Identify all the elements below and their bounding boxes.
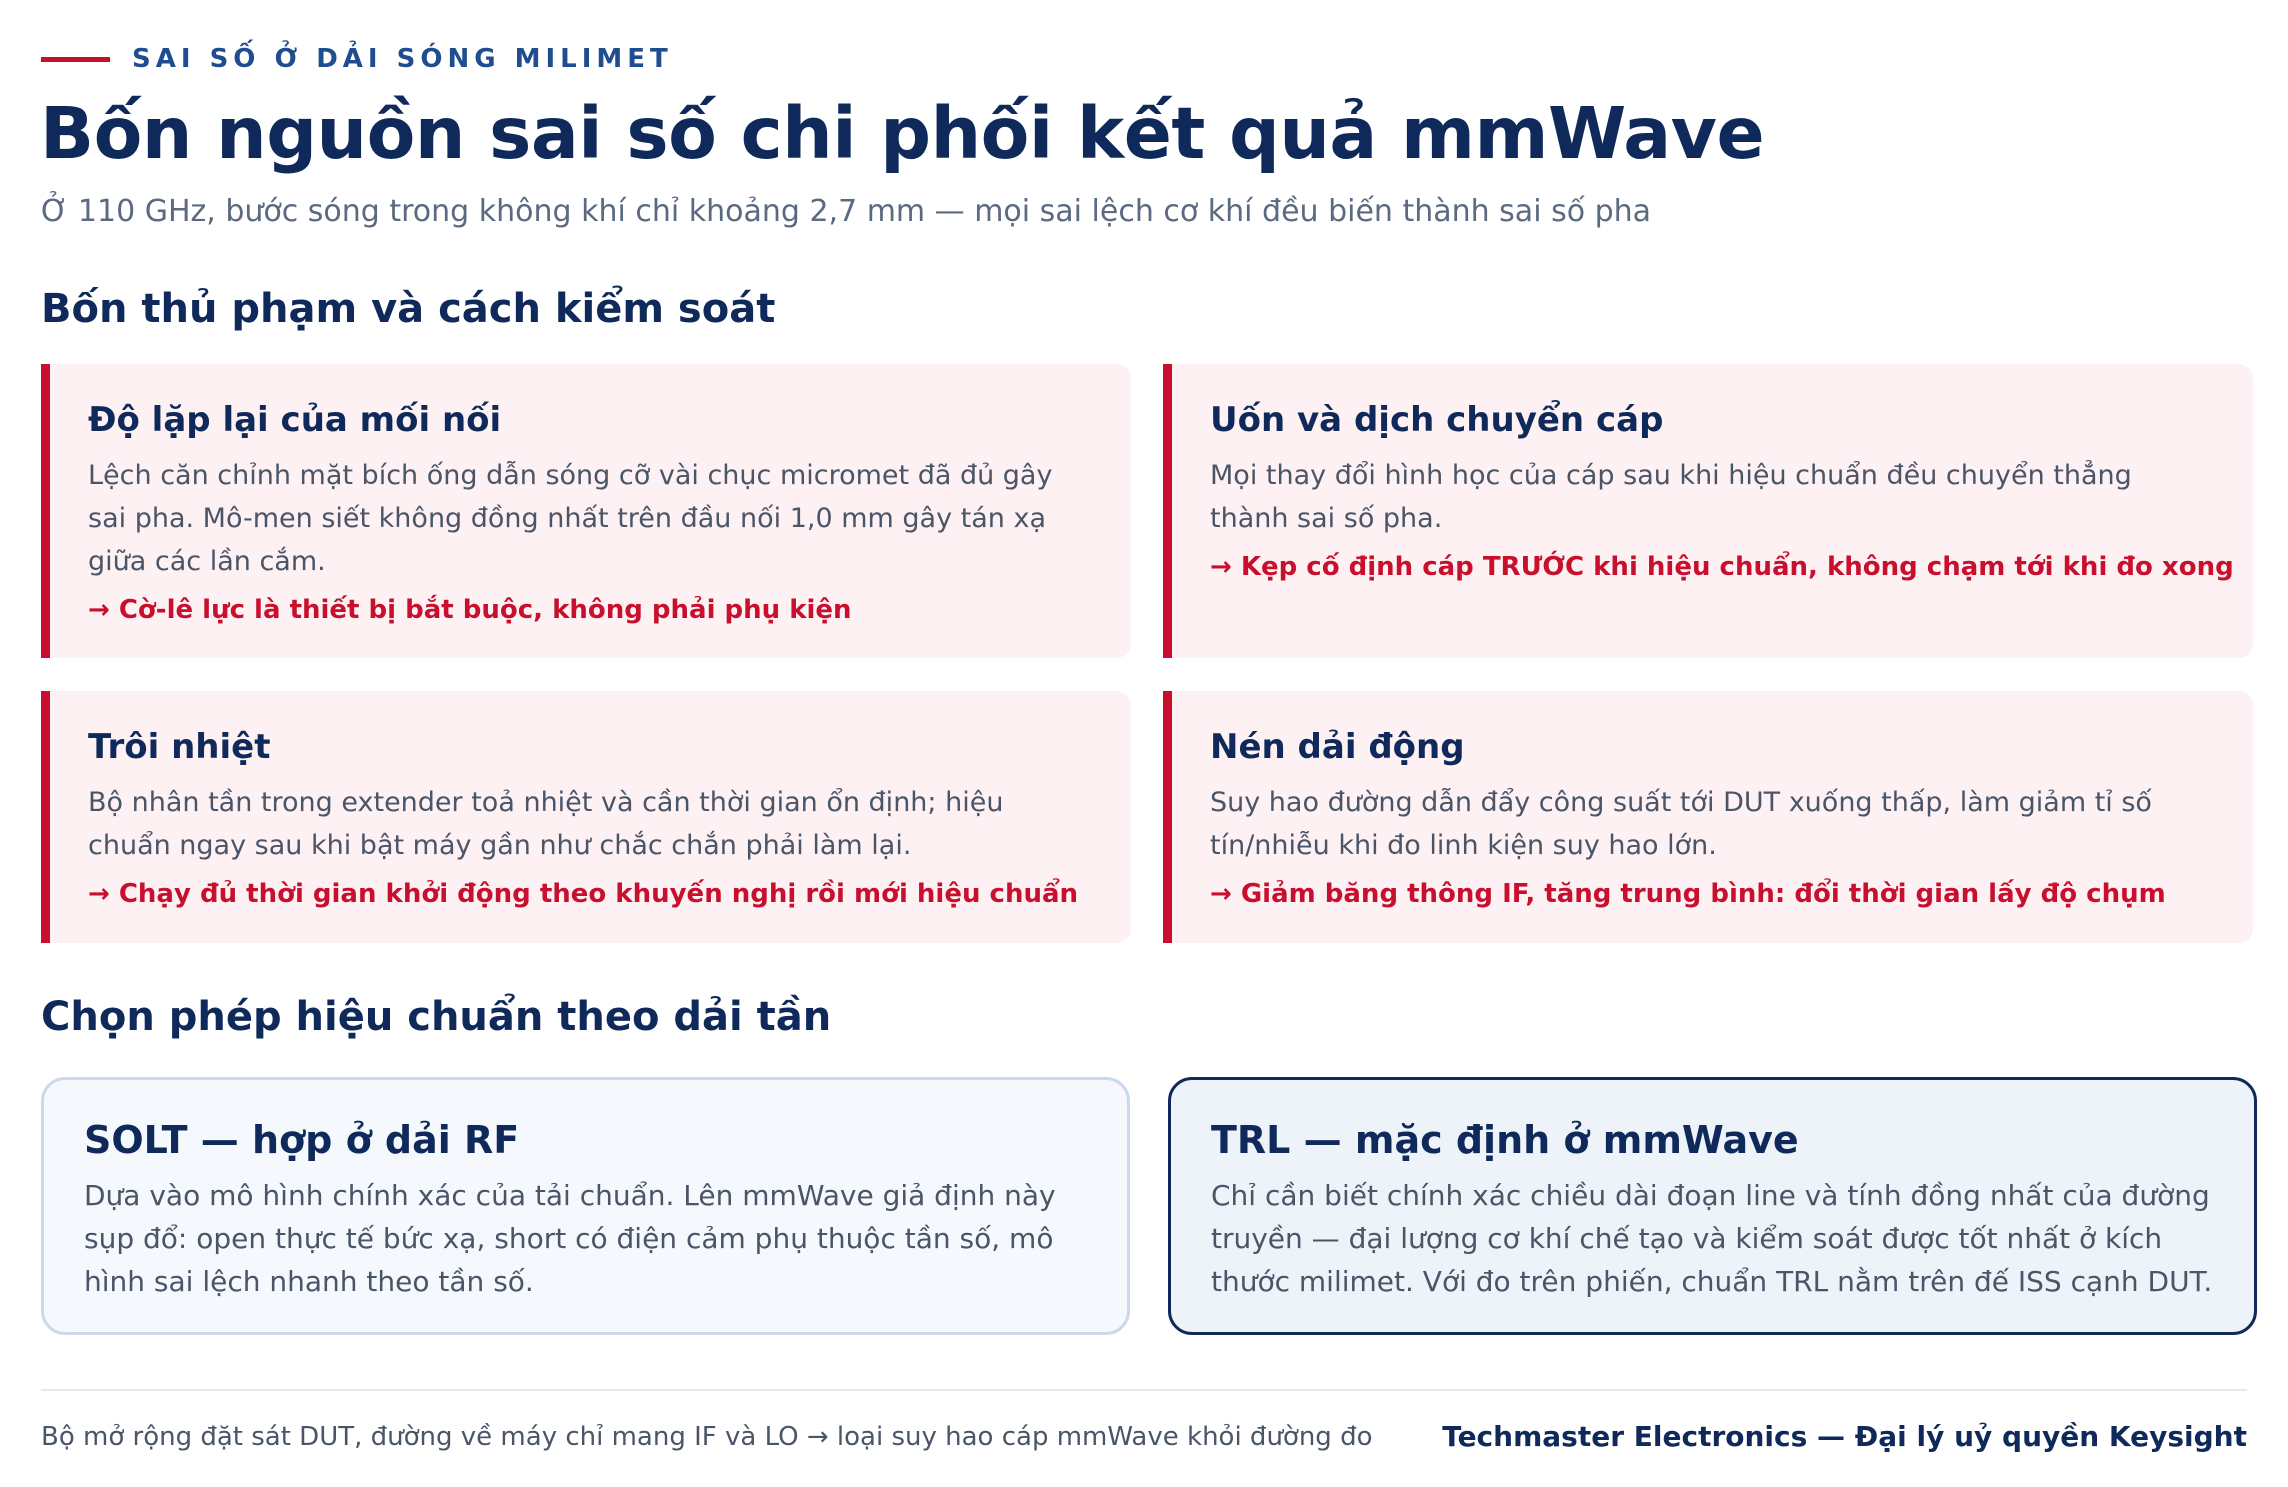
section-heading-error-sources: Bốn thủ phạm và cách kiểm soát [41,286,776,332]
error-card-action: → Chạy đủ thời gian khởi động theo khuyến nghị rồi mới hiệu chuẩn [88,879,1079,909]
error-card-action: → Kẹp cố định cáp TRƯỚC khi hiệu chuẩn, không chạm tới khi đo xong [1210,552,2234,582]
error-card-action: → Giảm băng thông IF, tăng trung bình: đổi thời gian lấy độ chụm [1210,879,2166,909]
page-subtitle: Ở 110 GHz, bước sóng trong không khí chỉ khoảng 2,7 mm — mọi sai lệch cơ khí đều biến thành sai số pha [41,194,1652,229]
error-card-body: Mọi thay đổi hình học của cáp sau khi hiệu chuẩn đều chuyển thẳng thành sai số pha. [1210,460,2132,534]
eyebrow [41,44,673,74]
eyebrow-accent-line [41,57,110,62]
error-card-cable-flex [1163,364,2253,658]
error-card-body: Suy hao đường dẫn đẩy công suất tới DUT xuống thấp, làm giảm tỉ số tín/nhiễu khi đo linh kiện suy hao lớn. [1210,787,2152,861]
footer-note: Bộ mở rộng đặt sát DUT, đường về máy chỉ mang IF và LO → loại suy hao cáp mmWave khỏi đường đo [41,1422,1373,1452]
error-card-body: Lệch căn chỉnh mặt bích ống dẫn sóng cỡ vài chục micromet đã đủ gây sai pha. Mô-men siết không đồng nhất trên đầu nối 1,0 mm gây tán xạ giữa các lần cắm. [88,460,1053,577]
calibration-card-title: TRL — mặc định ở mmWave [1211,1118,1799,1162]
error-card-connector-repeatability [41,364,1131,658]
calibration-card-body: Chỉ cần biết chính xác chiều dài đoạn line và tính đồng nhất của đường truyền — đại lượng cơ khí chế tạo và kiểm soát được tốt nhất ở kích thước milimet. Với đo trên phiến, chuẩn TRL nằm trên đế ISS cạnh DUT. [1211,1179,2213,1298]
calibration-card-trl [1168,1077,2257,1335]
error-card-thermal-drift [41,691,1131,943]
eyebrow-label: SAI SỐ Ở DẢI SÓNG MILIMET [132,44,673,74]
error-card-body: Bộ nhân tần trong extender toả nhiệt và cần thời gian ổn định; hiệu chuẩn ngay sau khi bật máy gần như chắc chắn phải làm lại. [88,787,1004,861]
calibration-card-body: Dựa vào mô hình chính xác của tải chuẩn. Lên mmWave giả định này sụp đổ: open thực tế bức xạ, short có điện cảm phụ thuộc tần số, mô hình sai lệch nhanh theo tần số. [84,1179,1056,1298]
calibration-card-solt [41,1077,1130,1335]
error-card-title: Độ lặp lại của mối nối [88,400,502,440]
page-title: Bốn nguồn sai số chi phối kết quả mmWave [40,92,1765,175]
error-card-action: → Cờ-lê lực là thiết bị bắt buộc, không phải phụ kiện [88,595,852,625]
error-card-title: Trôi nhiệt [88,727,271,767]
error-card-dynamic-range [1163,691,2253,943]
error-card-title: Uốn và dịch chuyển cáp [1210,400,1664,440]
footer-divider [41,1389,2247,1391]
section-heading-calibration: Chọn phép hiệu chuẩn theo dải tần [41,994,832,1040]
calibration-card-title: SOLT — hợp ở dải RF [84,1118,520,1162]
error-card-title: Nén dải động [1210,727,1465,767]
footer-brand: Techmaster Electronics — Đại lý uỷ quyền Keysight [1442,1420,2247,1453]
